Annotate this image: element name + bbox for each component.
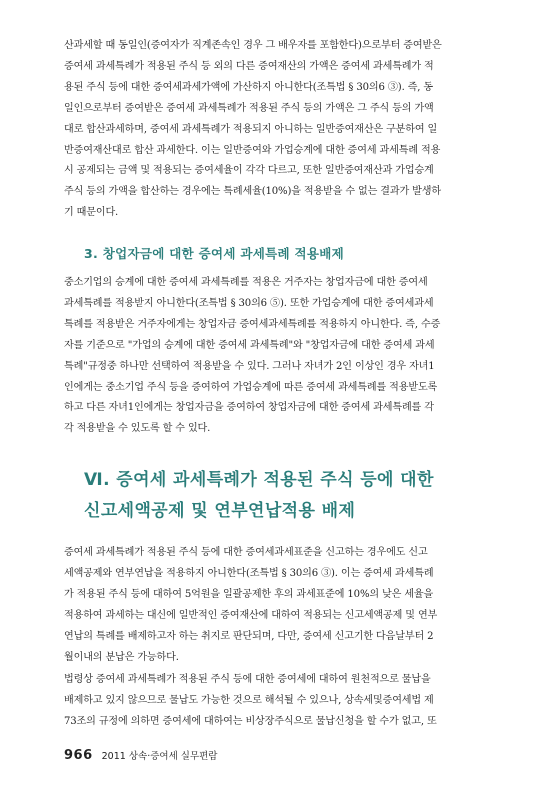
text-line: 법령상 증여세 과세특례가 적용된 주식 등에 대한 증여세에 대하여 원천적으로 물납을: [64, 674, 431, 685]
text-line: 배제하고 있지 않으므로 물납도 가능한 것으로 해석될 수 있으나, 상속세및증여세법 제: [64, 694, 434, 706]
text-line: 용된 주식 등에 대한 증여세과세가액에 가산하지 아니한다(조특법 § 30의6 ③). 즉, 동: [64, 81, 434, 93]
section-3-heading: 3. 창업자금에 대한 증여세 과세특례 적용배제: [84, 246, 345, 261]
text-line: 월이내의 분납은 가능하다.: [64, 651, 179, 663]
text-line: 특례"규정중 하나만 선택하여 적용받을 수 있다. 그러나 자녀가 2인 이상인 경우 자녀1: [64, 360, 435, 372]
chapter-6-heading-line1: Ⅵ. 증여세 과세특례가 적용된 주식 등에 대한: [84, 470, 434, 490]
text-line: 대로 합산과세하며, 증여세 과세특례가 적용되지 아니하는 일반증여재산은 구분하여 일: [64, 123, 438, 135]
text-line: 산과세할 때 동일인(증여자가 직계존속인 경우 그 배우자를 포함한다)으로부터 증여받은: [64, 40, 442, 51]
text-line: 일인으로부터 증여받은 증여세 과세특례가 적용된 주식 등의 가액은 그 주식 등의 가액: [64, 102, 434, 114]
text-line: 기 때문이다.: [64, 207, 119, 219]
text-line: 각 적용받을 수 있도록 할 수 있다.: [64, 423, 211, 435]
text-line: 자를 기준으로 "가업의 승계에 대한 증여세 과세특례"와 "창업자금에 대한 증여세 과세: [64, 339, 435, 351]
paragraph-aggregation-taxation: [64, 36, 494, 224]
paragraph-deduction-exclusion: [64, 543, 494, 668]
page-number: 966: [64, 748, 93, 763]
text-line: 하고 다른 자녀1인에게는 창업자금을 증여하여 창업자금에 대한 증여세 과세특례를 각: [64, 402, 434, 414]
book-title: 2011 상속·증여세 실무편람: [101, 751, 218, 762]
chapter-6-heading-line2: 신고세액공제 및 연부연납적용 배제: [84, 501, 356, 521]
text-line: 73조의 규정에 의하면 증여세에 대하여는 비상장주식으로 물납신청을 할 수가 없고, 또: [64, 715, 437, 727]
page-footer: [64, 748, 217, 763]
text-line: 증여세 과세특례가 적용된 주식 등에 대한 증여세과세표준을 신고하는 경우에도 신고: [64, 547, 428, 558]
text-line: 과세특례를 적용받지 아니한다(조특법 § 30의6 ⑤). 또한 가업승계에 대한 증여세과세: [64, 297, 434, 309]
text-line: 시 공제되는 금액 및 적용되는 증여세율이 각각 다르고, 또한 일반증여재산과 가업승계: [64, 165, 434, 177]
text-line: 반증여재산대로 합산 과세한다. 이는 일반증여와 가업승계에 대한 증여세 과세특례 적용: [64, 144, 441, 156]
paragraph-startup-fund-exclusion: [64, 273, 494, 440]
text-line: 세액공제와 연부연납을 적용하지 아니한다(조특법 § 30의6 ③). 이는 증여세 과세특례: [64, 567, 434, 579]
text-line: 증여세 과세특례가 적용된 주식 등 외의 다른 증여재산의 가액은 증여세 과세특례가 적: [64, 60, 434, 72]
text-line: 특례를 적용받은 거주자에게는 창업자금 증여세과세특례를 적용하지 아니한다. 즉, 수증: [64, 318, 441, 330]
text-line: 중소기업의 승계에 대한 증여세 과세특례를 적용은 거주자는 창업자금에 대한 증여세: [64, 277, 428, 288]
text-line: 주식 등의 가액을 합산하는 경우에는 특례세율(10%)을 적용받을 수 없는 결과가 발생하: [64, 186, 441, 198]
text-line: 연납의 특례를 배제하고자 하는 취지로 판단되며, 다만, 증여세 신고기한 다음날부터 2: [64, 630, 434, 642]
text-line: 인에게는 중소기업 주식 등을 증여하여 가업승계에 따른 증여세 과세특례를 적용받도록: [64, 381, 438, 393]
text-line: 가 적용된 주식 등에 대하여 5억원을 일괄공제한 후의 과세표준에 10%의 낮은 세율을: [64, 588, 434, 600]
paragraph-payment-in-kind: [64, 670, 494, 733]
text-line: 적용하여 과세하는 대신에 일반적인 증여재산에 대하여 적용되는 신고세액공제 및 연부: [64, 609, 438, 621]
